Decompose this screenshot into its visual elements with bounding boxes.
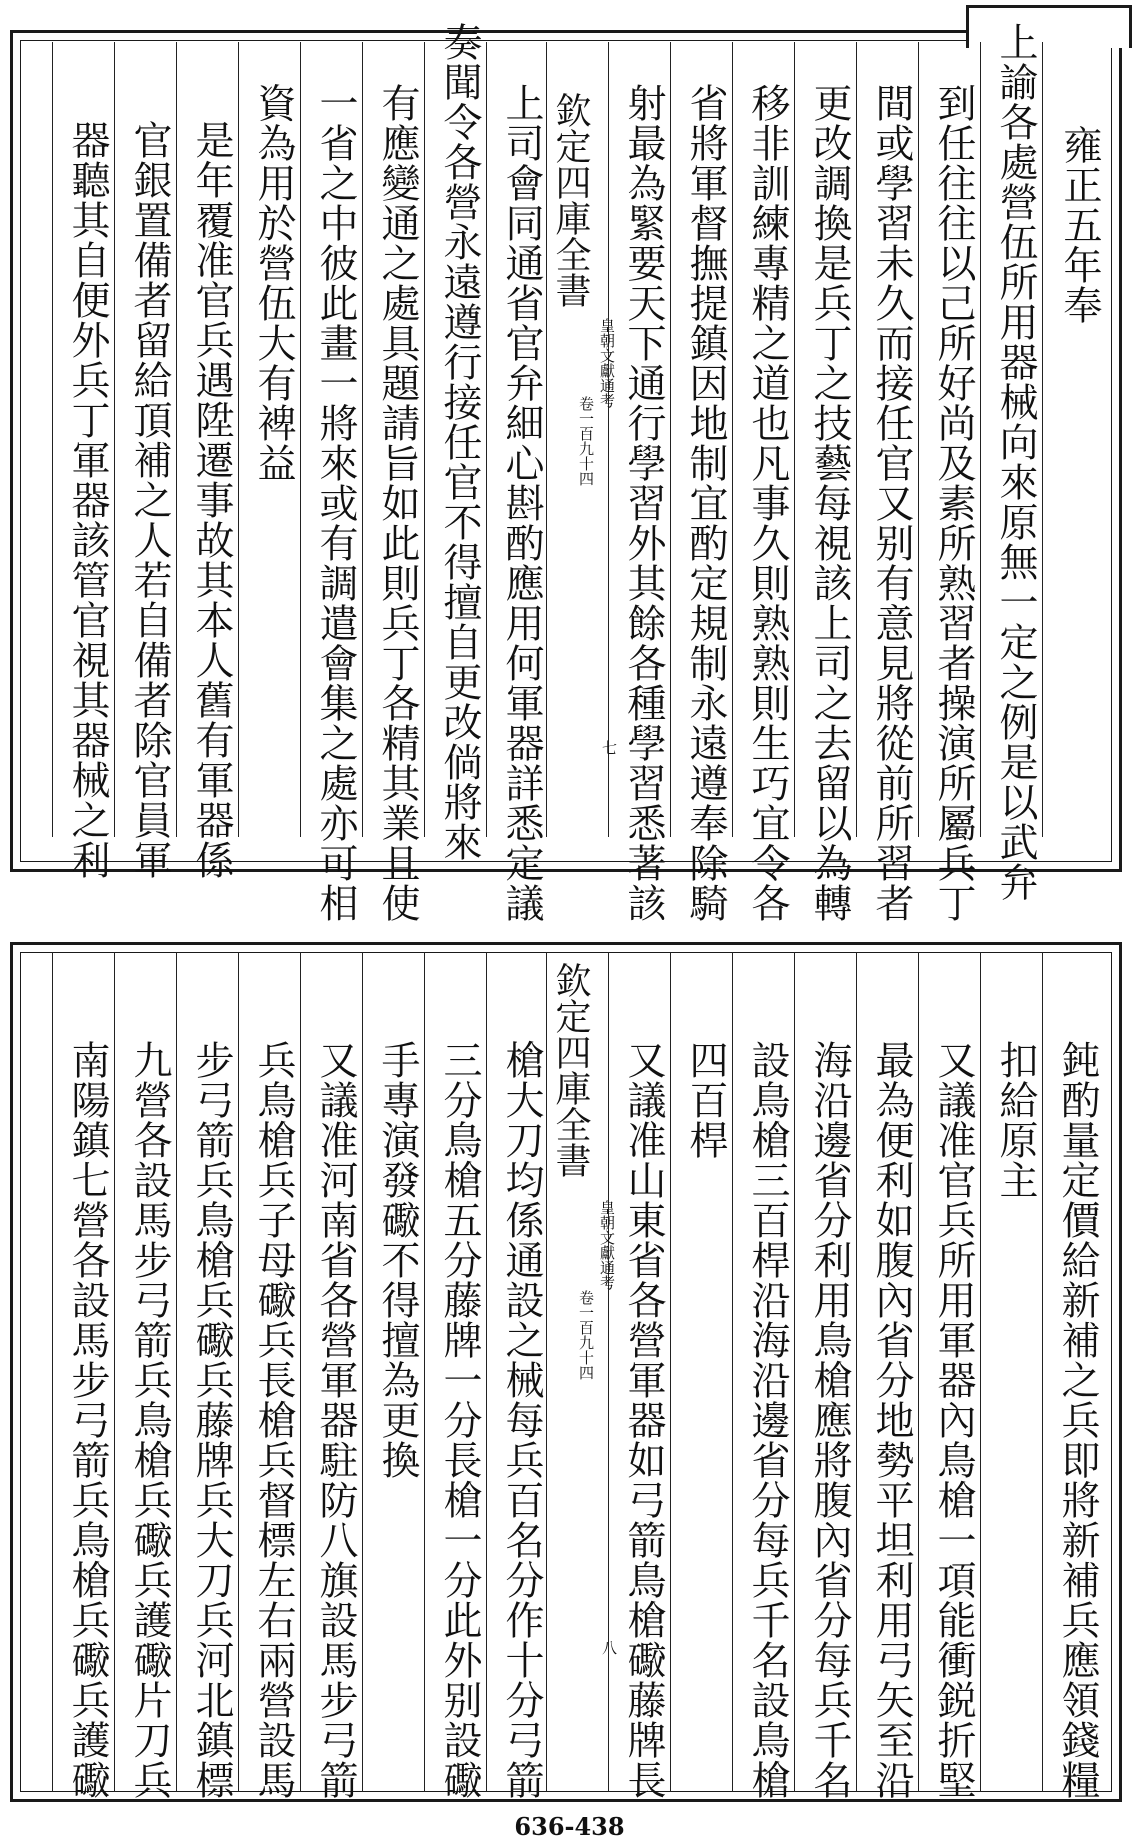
text-column: 間或學習未久而接任官又别有意見將從前所習者 <box>869 83 914 923</box>
text-column: 更改調換是兵丁之技藝每視該上司之去留以為轉 <box>807 83 852 923</box>
text-column: 四百桿 <box>683 1040 728 1160</box>
margin-title <box>548 962 592 1178</box>
margin-volume <box>552 1290 596 1380</box>
margin-source-text: 皇朝文獻通考 <box>598 318 616 408</box>
text-column: 到任往往以己所好尚及素所熟習者操演所屬兵丁 <box>931 83 976 923</box>
text-column: 又議准山東省各營軍器如弓箭鳥槍礮藤牌長 <box>621 1040 666 1800</box>
text-column: 奏聞令各營永遠遵行接任官不得擅自更改倘將來 <box>437 22 482 862</box>
text-column: 海沿邊省分利用鳥槍應將腹內省分每兵千名 <box>807 1040 852 1800</box>
margin-title-text: 欽定四庫全書 <box>550 92 591 308</box>
text-column: 官銀置備者留給頂補之人若自備者除官員軍 <box>127 120 172 880</box>
column-rule <box>608 42 609 837</box>
text-column: 又議准河南省各營軍器駐防八旗設馬步弓箭 <box>313 1040 358 1800</box>
text-column: 步弓箭兵鳥槍兵礮兵藤牌兵大刀兵河北鎮標 <box>189 1040 234 1800</box>
column-rule <box>52 952 53 1792</box>
text-column: 手專演發礮不得擅為更換 <box>375 1040 420 1480</box>
column-rule <box>608 952 609 1792</box>
margin-source <box>573 1200 617 1290</box>
margin-volume-text: 卷一百九十四 <box>577 1290 595 1380</box>
text-column: 最為便利如腹內省分地勢平坦利用弓矢至沿 <box>869 1040 914 1800</box>
text-column: 九營各設馬步弓箭兵鳥槍兵礮兵護礮片刀兵 <box>127 1040 172 1800</box>
text-column: 是年覆准官兵遇陞遷事故其本人舊有軍器係 <box>189 120 234 880</box>
margin-source-text: 皇朝文獻通考 <box>598 1200 616 1290</box>
text-column: 設鳥槍三百桿沿海沿邊省分每兵千名設鳥槍 <box>745 1040 790 1800</box>
text-column: 一省之中彼此畫一將來或有調遣會集之處亦可相 <box>313 83 358 923</box>
margin-volume <box>552 396 596 486</box>
text-column: 有應變通之處具題請旨如此則兵丁各精其業且使 <box>375 83 420 923</box>
text-column: 器聽其自便外兵丁軍器該管官視其器械之利 <box>65 120 110 880</box>
margin-title <box>548 92 592 308</box>
margin-page <box>575 740 619 755</box>
text-column: 射最為緊要天下通行學習外其餘各種學習悉著該 <box>621 83 666 923</box>
text-column: 南陽鎮七營各設馬步弓箭兵鳥槍兵礮兵護礮 <box>65 1040 110 1800</box>
margin-page-number: 七 <box>600 740 618 755</box>
text-column: 槍大刀均係通設之械每兵百名分作十分弓箭 <box>499 1040 544 1800</box>
text-column: 移非訓練專精之道也凡事久則熟熟則生巧宜令各 <box>745 83 790 923</box>
text-column: 兵鳥槍兵子母礮兵長槍兵督標左右兩營設馬 <box>251 1040 296 1800</box>
text-column: 資為用於營伍大有裨益 <box>251 83 296 483</box>
margin-title-text: 欽定四庫全書 <box>550 962 591 1178</box>
text-column: 鈍酌量定價給新補之兵即將新補兵應領錢糧 <box>1055 1040 1100 1800</box>
margin-source <box>573 318 617 408</box>
text-column: 扣給原主 <box>993 1040 1038 1200</box>
margin-volume-text: 卷一百九十四 <box>577 396 595 486</box>
text-column: 上諭各處營伍所用器械向來原無一定之例是以武弁 <box>993 22 1038 902</box>
margin-page-number: 八 <box>600 1640 618 1655</box>
text-column: 上司會同通省官弁細心斟酌應用何軍器詳悉定議 <box>499 83 544 923</box>
page-number: 636-438 <box>514 1812 625 1841</box>
text-column: 省將軍督撫提鎮因地制宜酌定規制永遠遵奉除騎 <box>683 83 728 923</box>
reign-heading: 雍正五年奉 <box>1057 125 1102 325</box>
text-column: 又議准官兵所用軍器內鳥槍一項能衝鋭折堅 <box>931 1040 976 1800</box>
column-rule <box>52 42 53 837</box>
margin-page <box>575 1640 619 1655</box>
text-column: 三分鳥槍五分藤牌一分長槍一分此外别設礮 <box>437 1040 482 1800</box>
